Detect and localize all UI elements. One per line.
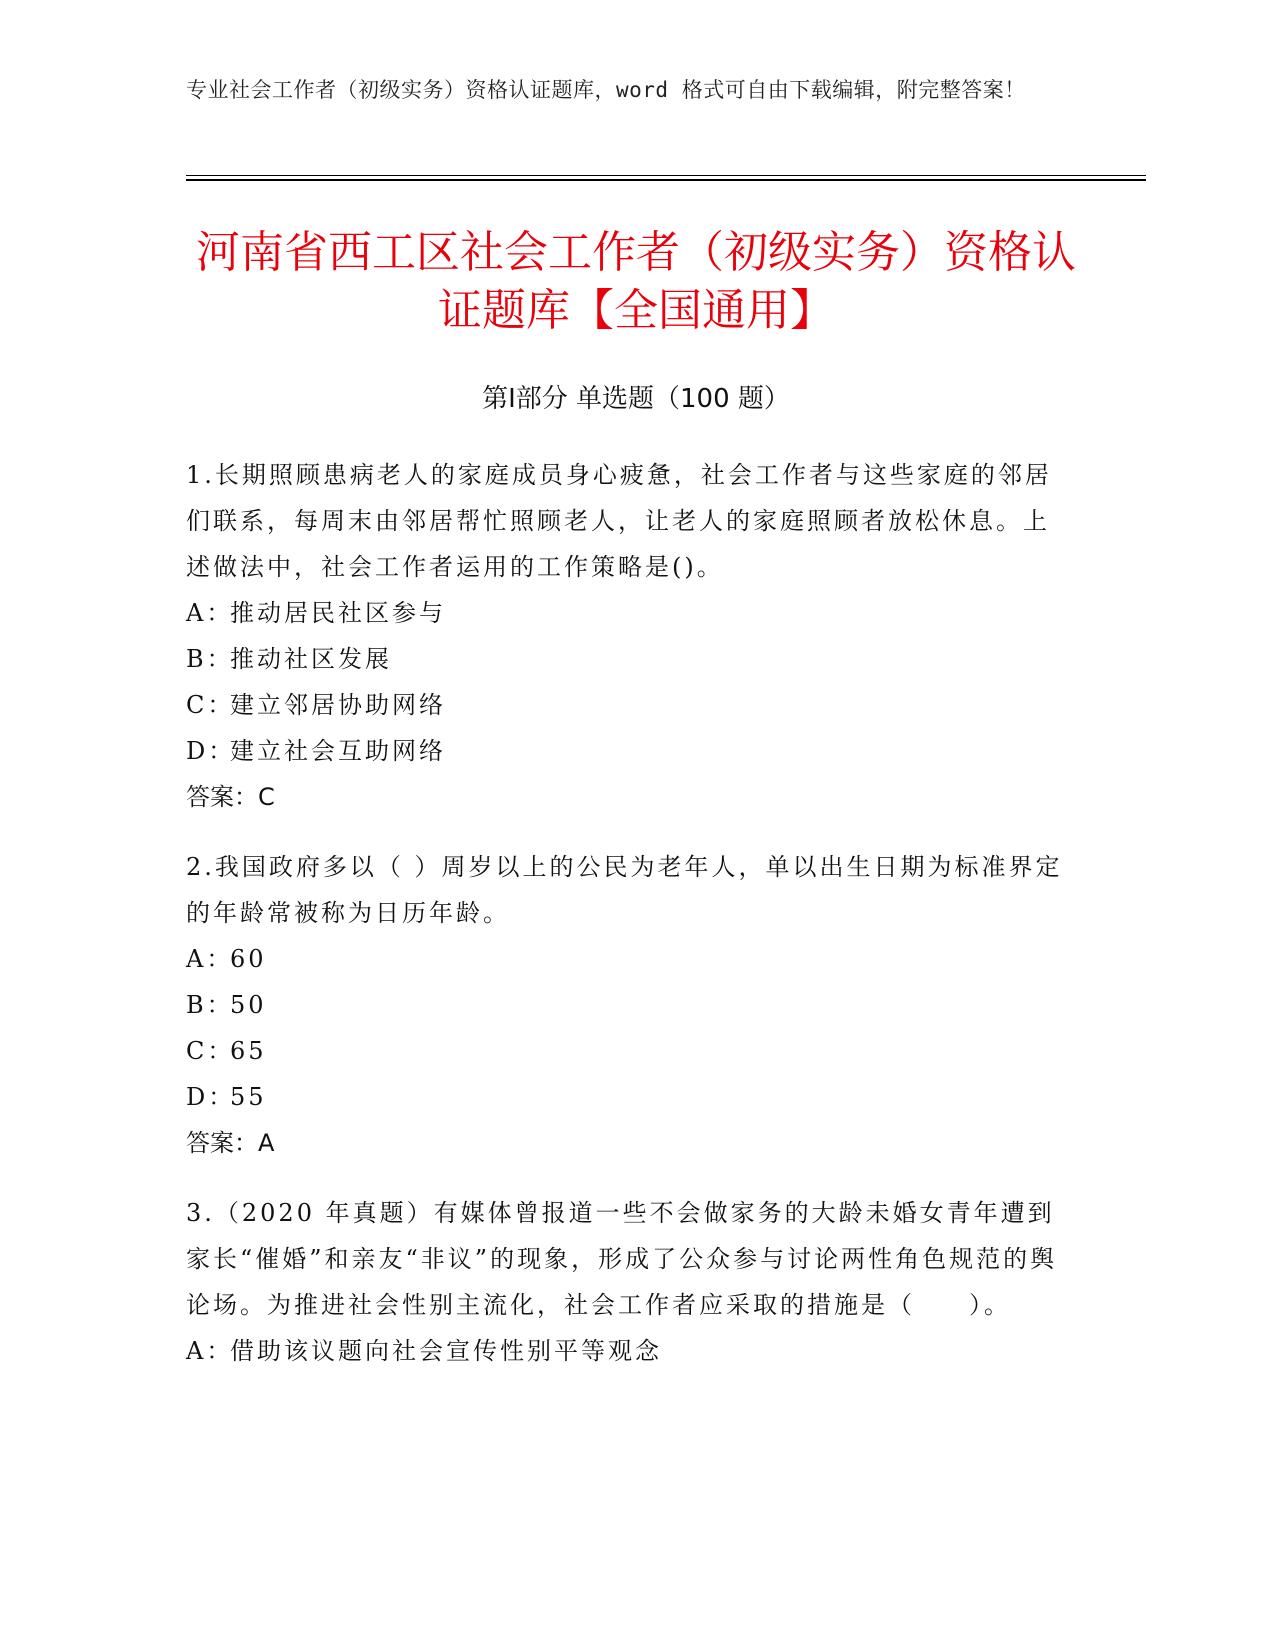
question-1 — [186, 452, 1066, 820]
answer-line: 答案：A — [186, 1129, 275, 1157]
option-a — [186, 590, 1066, 636]
option-letter: A： — [186, 1337, 234, 1365]
option-b — [186, 982, 1066, 1028]
option-letter: D： — [186, 737, 236, 765]
option-text: 50 — [230, 991, 267, 1019]
option-letter: D： — [186, 1083, 236, 1111]
option-letter: B： — [186, 645, 234, 673]
option-c — [186, 682, 1066, 728]
option-d — [186, 1074, 1066, 1120]
header-divider-thin — [186, 175, 1146, 176]
header-note: 专业社会工作者（初级实务）资格认证题库，word 格式可自由下载编辑，附完整答案！ — [186, 78, 1026, 102]
section-heading: 第Ⅰ部分 单选题（100 题） — [482, 384, 790, 414]
option-letter: A： — [186, 599, 234, 627]
document-title: 河南省西工区社会工作者（初级实务）资格认证题库【全国通用】 — [196, 227, 1076, 336]
option-text: 推动社区发展 — [230, 645, 392, 673]
option-text: 60 — [230, 945, 267, 973]
option-a — [186, 936, 1066, 982]
option-c — [186, 1028, 1066, 1074]
question-2 — [186, 844, 1066, 1166]
answer-line: 答案：C — [186, 783, 275, 811]
option-letter: C： — [186, 1037, 235, 1065]
option-text: 建立社会互助网络 — [230, 737, 446, 765]
option-text: 推动居民社区参与 — [230, 599, 446, 627]
question-3 — [186, 1190, 1066, 1374]
question-stem: 1.长期照顾患病老人的家庭成员身心疲惫，社会工作者与这些家庭的邻居们联系，每周末由邻居帮忙照顾老人，让老人的家庭照顾者放松休息。上述做法中，社会工作者运用的工作策略是()。 — [186, 461, 1052, 581]
option-text: 借助该议题向社会宣传性别平等观念 — [230, 1337, 662, 1365]
option-d — [186, 728, 1066, 774]
option-text: 55 — [230, 1083, 267, 1111]
option-a — [186, 1328, 1066, 1374]
option-text: 65 — [230, 1037, 267, 1065]
option-letter: C： — [186, 691, 235, 719]
option-b — [186, 636, 1066, 682]
option-letter: B： — [186, 991, 234, 1019]
question-stem: 3.（2020 年真题）有媒体曾报道一些不会做家务的大龄未婚女青年遭到家长“催婚”和亲友“非议”的现象，形成了公众参与讨论两性角色规范的舆论场。为推进社会性别主流化，社会工作者应采取的措施是（ ）。 — [186, 1199, 1058, 1319]
question-stem: 2.我国政府多以（ ）周岁以上的公民为老年人，单以出生日期为标准界定的年龄常被称为日历年龄。 — [186, 853, 1063, 927]
option-letter: A： — [186, 945, 234, 973]
header-divider-thick — [186, 179, 1146, 181]
option-text: 建立邻居协助网络 — [230, 691, 446, 719]
